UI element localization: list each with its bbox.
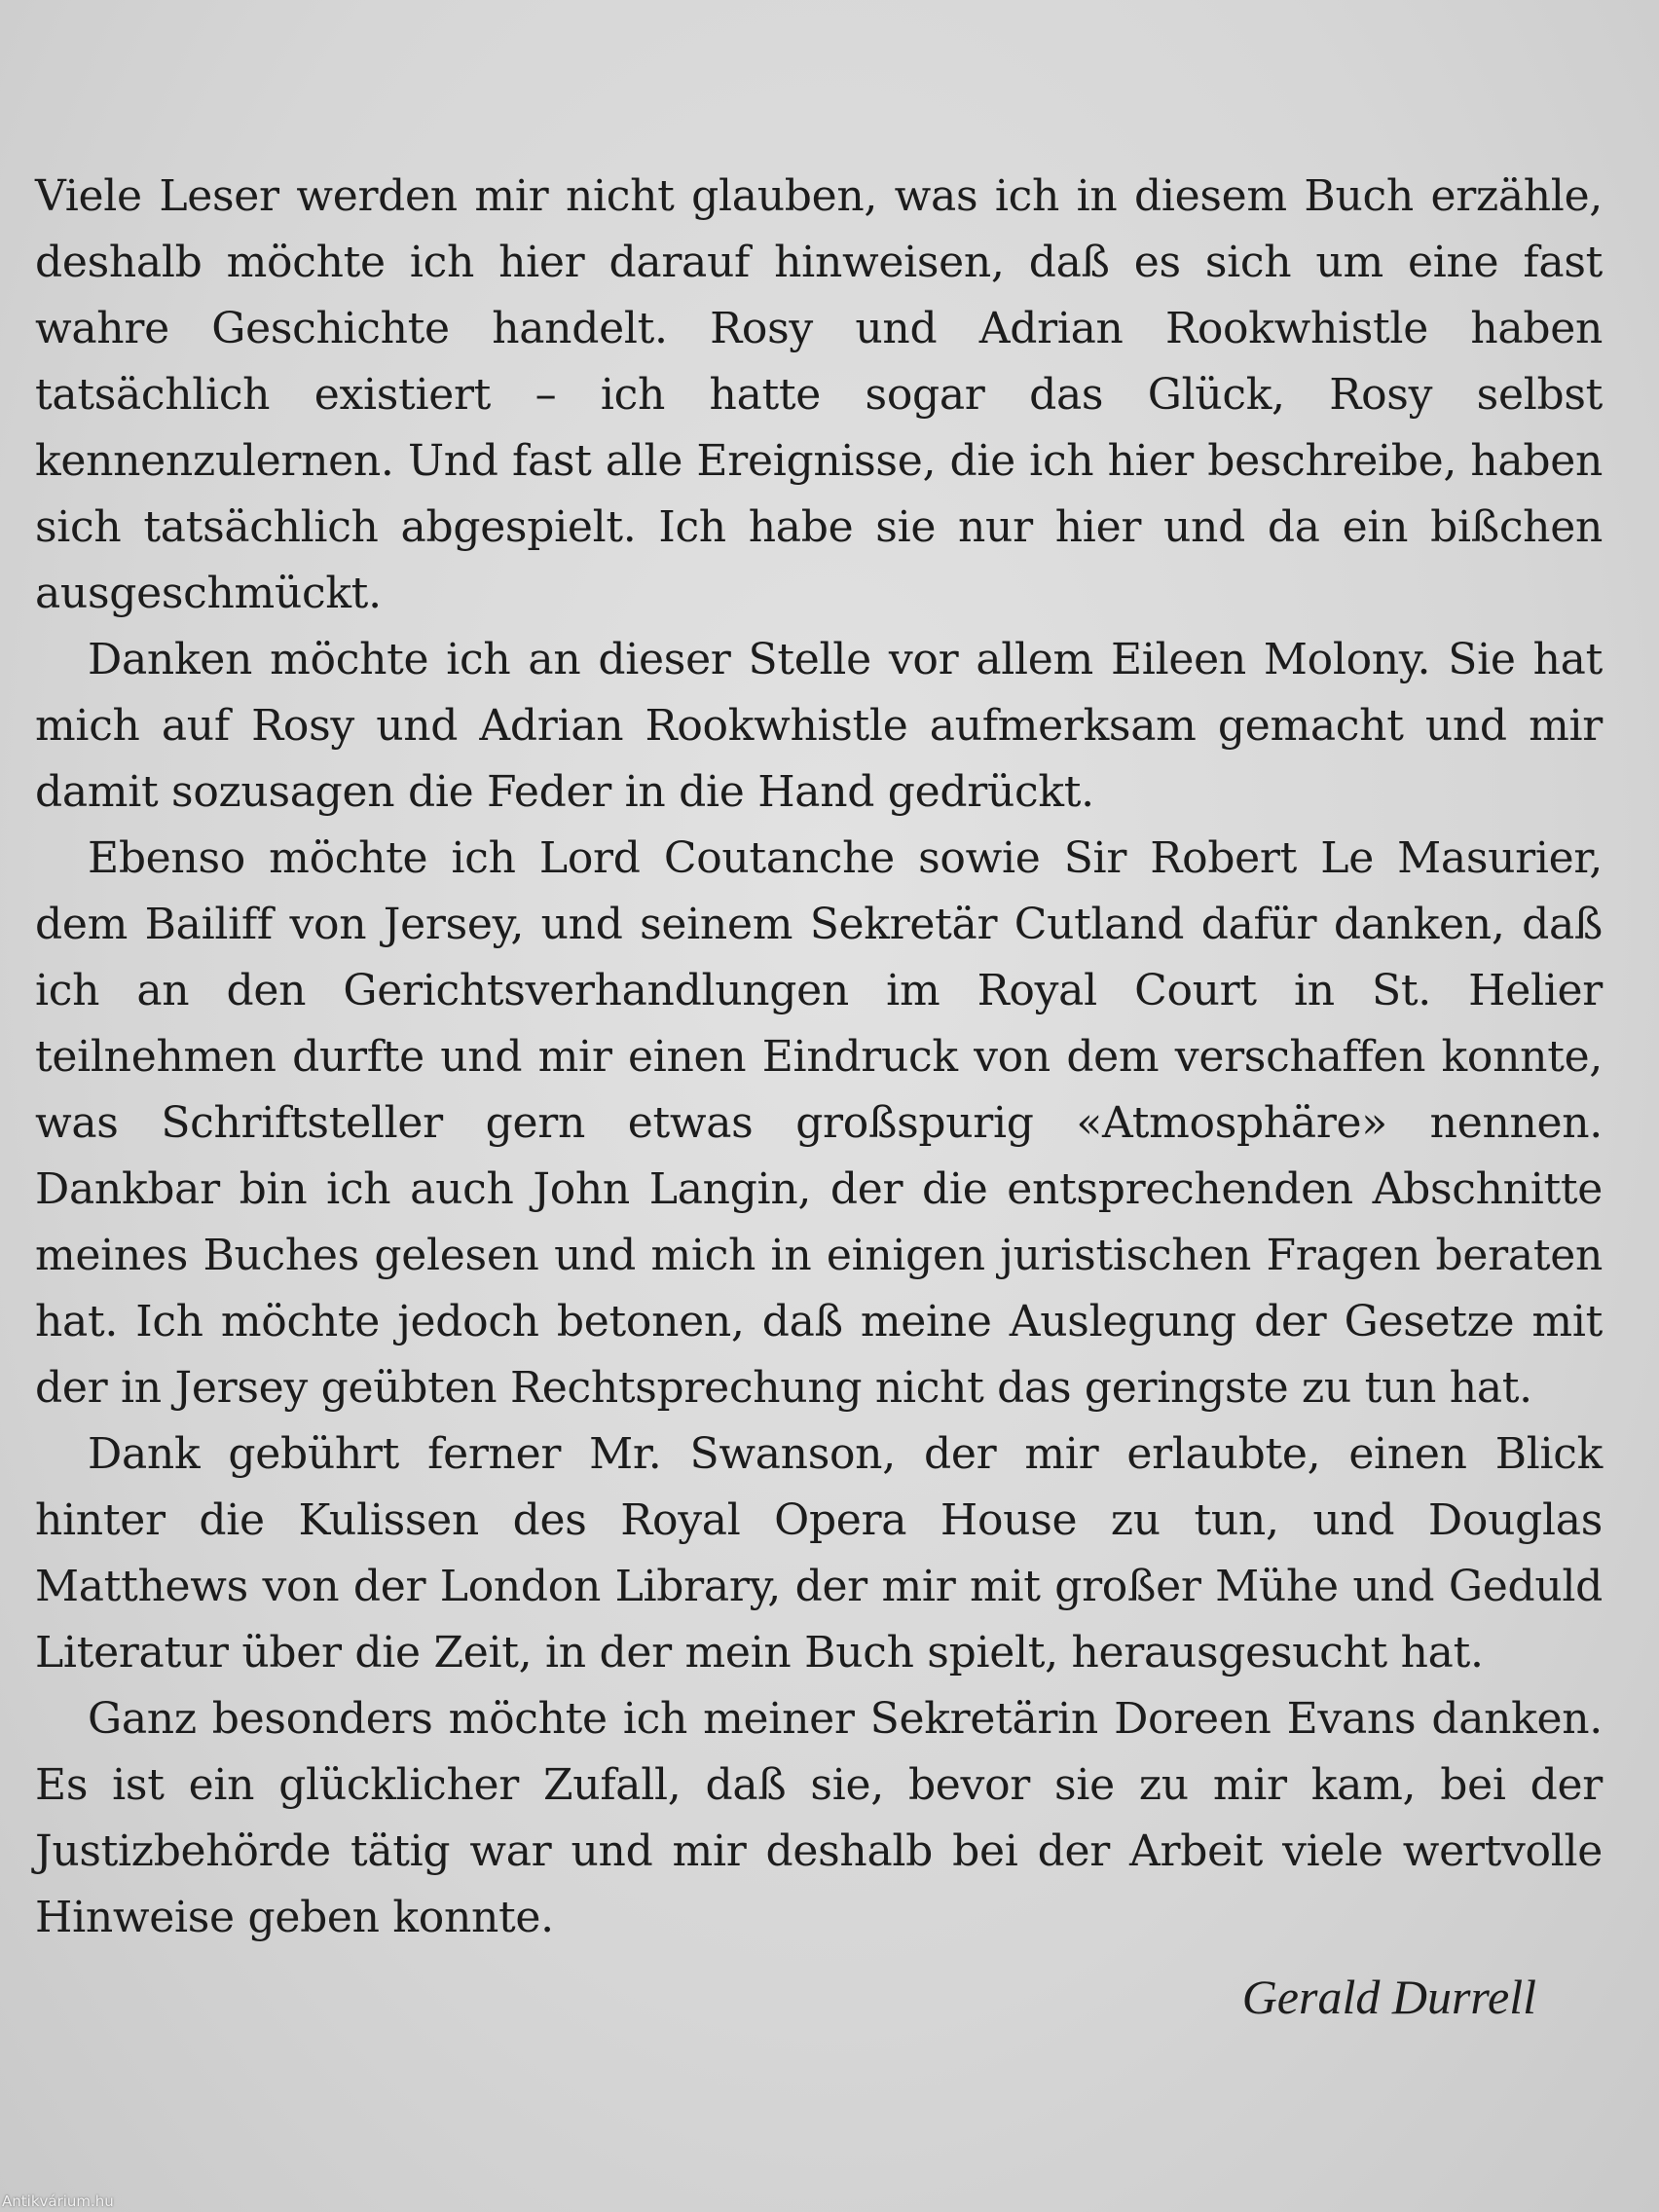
paragraph-thanks-jersey: Ebenso möchte ich Lord Coutanche sowie Sir Robert Le Masurier, dem Bailiff von Jersey, und seinem Sekretär Cutland dafür danken, daß ich an den Gerichtsverhandlungen im Royal Court in St. Helier teilnehmen durfte und mir einen Eindruck von dem verschaffen konnte, was Schriftsteller gern etwas großspurig «Atmosphäre» nennen. Dankbar bin ich auch John Langin, der die entsprechenden Abschnitte meines Buches gelesen und mich in einigen juristischen Fragen beraten hat. Ich möchte jedoch betonen, daß meine Auslegung der Gesetze mit der in Jersey geübten Rechtsprechung nicht das geringste zu tun hat. — [35, 833, 1603, 1413]
paragraph-thanks-molony: Danken möchte ich an dieser Stelle vor allem Eileen Molony. Sie hat mich auf Rosy und Adrian Rookwhistle aufmerksam gemacht und mir damit sozusagen die Feder in die Hand gedrückt. — [35, 635, 1603, 817]
paragraph-thanks-evans: Ganz besonders möchte ich meiner Sekretärin Doreen Evans danken. Es ist ein glücklicher Zufall, daß sie, bevor sie zu mir kam, bei der Justizbehörde tätig war und mir deshalb bei der Arbeit viele wertvolle Hinweise geben konnte. — [35, 1694, 1603, 1942]
paragraph-intro: Viele Leser werden mir nicht glauben, was ich in diesem Buch erzähle, deshalb möchte ich hier darauf hinweisen, daß es sich um eine fast wahre Geschichte handelt. Rosy und Adrian Rookwhistle haben tatsächlich existiert – ich hatte sogar das Glück, Rosy selbst kennenzulernen. Und fast alle Ereignisse, die ich hier beschreibe, haben sich tatsächlich abgespielt. Ich habe sie nur hier und da ein bißchen ausgeschmückt. — [35, 171, 1603, 618]
text-body — [35, 164, 1603, 1951]
author-signature: Gerald Durrell — [1241, 1970, 1536, 2024]
watermark: Antikvárium.hu — [2, 2193, 114, 2210]
paragraph-thanks-swanson: Dank gebührt ferner Mr. Swanson, der mir erlaubte, einen Blick hinter die Kulissen des Royal Opera House zu tun, und Douglas Matthews von der London Library, der mir mit großer Mühe und Geduld Literatur über die Zeit, in der mein Buch spielt, herausgesucht hat. — [35, 1429, 1603, 1677]
